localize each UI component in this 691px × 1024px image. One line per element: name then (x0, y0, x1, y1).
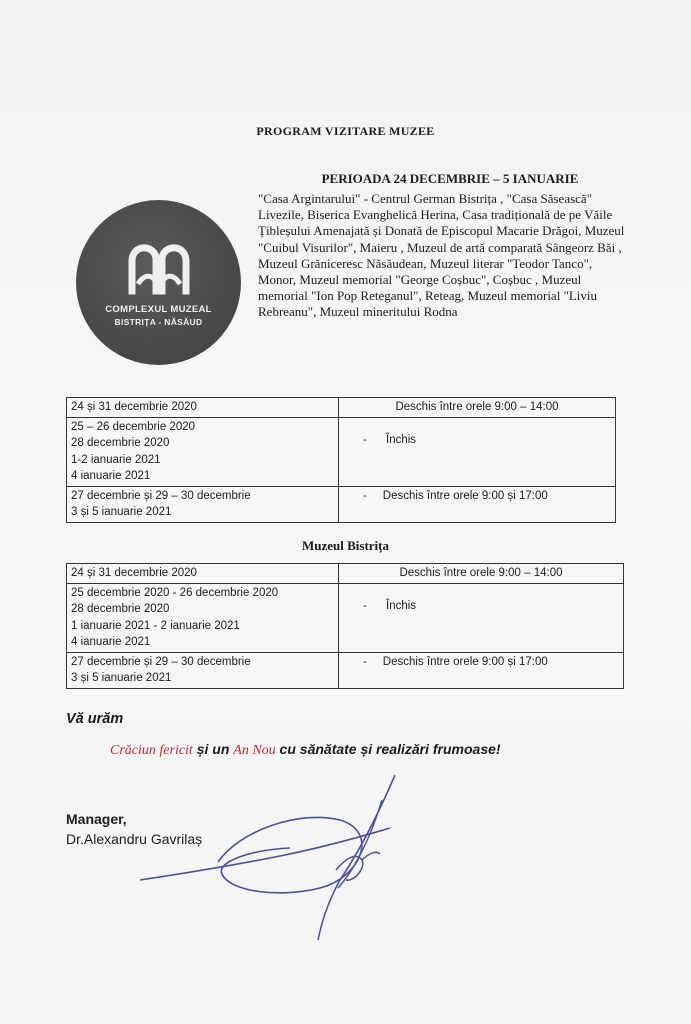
date-cell: 4 ianuarie 2021 (71, 470, 151, 482)
document-title: PROGRAM VIZITARE MUZEE (256, 124, 435, 138)
date-cell: 3 și 5 ianuarie 2021 (71, 506, 172, 518)
greeting-connector: și un (192, 741, 234, 757)
section-2-title: Muzeul Bistrița (301, 538, 389, 553)
museums-list-paragraph: "Casa Argintarului" - Centrul German Bistrița , "Casa Săsească" Livezile, Biserica Evanghelică Herina, Casa tradițională de pe Văile Țibleșului Amenajată și Donată de Episcopul Macarie Drăgoi, Muzeul "Cuibul Visurilor", Maieru , Muzeul de artă comparată Sângeorz Băi , Muzeul Grăniceresc Năsăudean, Muzeul literar "Teodor Tanco", Monor, Muzeul memorial "George Coșbuc", Coșbuc , Muzeul memorial "Ion Pop Reteganul", Reteag, Muzeul memorial "Liviu Rebreanu", Muzeul mineritului Rodna (258, 191, 625, 320)
date-cell: 27 decembrie și 29 – 30 decembrie (71, 655, 251, 668)
status-cell: Deschis între orele 9:00 – 14:00 (395, 401, 559, 413)
date-cell: 25 decembrie 2020 - 26 decembrie 2020 (71, 586, 279, 599)
date-cell: 27 decembrie și 29 – 30 decembrie (71, 489, 251, 502)
greeting-new-year: An Nou (233, 743, 276, 758)
museum-logo (76, 200, 241, 365)
table-row (67, 564, 624, 584)
date-cell: 1-2 ianuarie 2021 (71, 453, 161, 466)
museum-m-logo-icon (124, 236, 194, 296)
table-row (67, 417, 616, 486)
date-cell: 3 și 5 ianuarie 2021 (71, 672, 172, 684)
date-cell: 1 ianuarie 2021 - 2 ianuarie 2021 (71, 619, 240, 632)
status-cell: Deschis între orele 9:00 – 14:00 (399, 567, 563, 579)
greeting-intro: Vă urăm (66, 711, 124, 727)
date-cell: 28 decembrie 2020 (71, 603, 170, 615)
logo-line-2: BISTRIȚA - NĂSĂUD (114, 317, 203, 327)
greeting-message (110, 741, 501, 759)
date-cell: 24 și 31 decembrie 2020 (71, 567, 197, 579)
handwritten-signature (140, 770, 410, 950)
greeting-wishes: cu sănătate și realizări frumoase! (275, 741, 501, 757)
date-cell: 24 și 31 decembrie 2020 (71, 401, 197, 413)
status-cell: - Deschis între orele 9:00 și 17:00 (363, 655, 548, 668)
schedule-table-1 (66, 397, 616, 523)
table-row (67, 583, 624, 652)
table-row (67, 398, 616, 418)
status-cell: - Închis (363, 599, 417, 612)
date-cell: 25 – 26 decembrie 2020 (71, 420, 196, 433)
manager-role: Manager, (66, 811, 127, 827)
date-cell: 4 ianuarie 2021 (71, 636, 151, 648)
status-cell: - Deschis între orele 9:00 și 17:00 (363, 489, 548, 502)
manager-name: Dr.Alexandru Gavrilaș (66, 831, 203, 847)
logo-line-1: COMPLEXUL MUZEAL (105, 304, 212, 315)
table-row (67, 486, 616, 522)
schedule-table-2 (66, 563, 624, 689)
greeting-christmas: Crăciun fericit (110, 743, 193, 758)
status-cell: - Închis (363, 433, 417, 446)
period-heading: PERIOADA 24 DECEMBRIE – 5 IANUARIE (321, 171, 579, 186)
table-row (67, 652, 624, 688)
date-cell: 28 decembrie 2020 (71, 437, 170, 449)
